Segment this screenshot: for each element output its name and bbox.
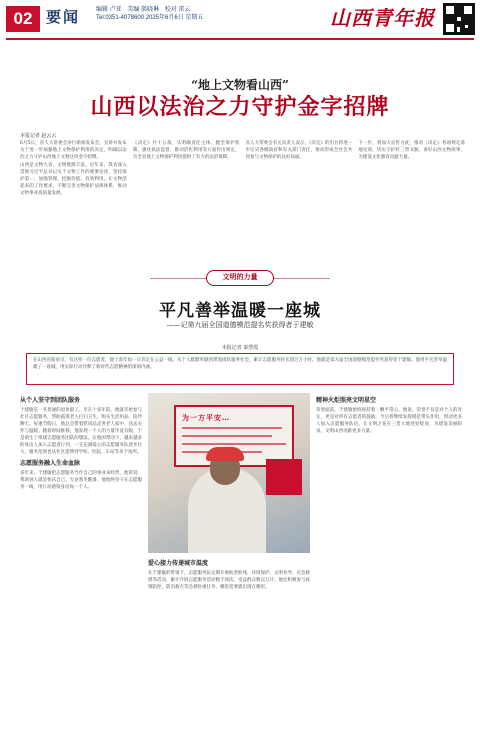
section-text: 多年来，于建敏把志愿服务当作自己的事业来经营，他常说：帮助别人就是快乐自己。无论寒冬酷暑，他始终坚守在志愿服务一线，用行动感染身边每一个人。 — [20, 471, 142, 490]
feature1-column — [20, 140, 127, 258]
feature2-intro-box: 在山西省阳泉市，有这样一位志愿者，他十余年如一日奔走在公益一线，从个人默默奉献到带领团队服务社会，累计志愿服务时长超过万小时。他就是第九届全国道德模范提名奖获得者于建敏。他用平凡善举温暖了一座城，用实际行动诠释了新时代志愿精神的深刻内涵。 — [26, 353, 454, 385]
header-meta — [96, 6, 266, 22]
masthead-logo: 山西青年报 — [330, 6, 435, 30]
text-column — [148, 556, 310, 738]
feature1-column — [246, 140, 353, 258]
contact-date-line: Tel:0351-4078600 2025年6月6日 星期五 — [96, 15, 204, 21]
feature2-reporter: 本报记者 秦慧霞 — [221, 345, 259, 351]
feature1-byline: 本报记者 赵云云 — [20, 133, 57, 139]
section-heading: 从个人坚守到团队服务 — [20, 398, 81, 404]
volunteer-photo — [148, 393, 310, 553]
feature1-body — [20, 140, 465, 258]
feature2-subtitle: ——记第九届全国道德模范提名奖获得者于建敏 — [166, 321, 314, 329]
feature2-middle-column — [148, 556, 310, 738]
paragraph: 6月5日，省人大常委会举行新闻发布会，宣讲并发布关于进一步加强地上文物保护利用的决定，明确以法治之力守护山西地上文物这块金字招牌。 — [20, 141, 127, 160]
flag-shape — [266, 459, 302, 495]
feature2-left-column — [20, 393, 142, 738]
feature1-kicker: “地上文物看山西” — [191, 78, 289, 92]
section-heading: 爱心接力传递城市温度 — [148, 561, 209, 567]
paragraph: 《决定》共十五条，从明确责任主体、健全保护机制、强化执法监督、推动活化利用等方面作出规定，为全省地上文物保护利用提供了有力的法治保障。 — [132, 141, 240, 160]
section-text: 在于建敏的带领下，志愿服务队定期开展助老助残、环境保护、文明劝导、应急救援等活动，累计开展志愿服务活动数千场次，受益群众数以万计。他还积极参与疫情防控、防汛救灾等急难险重任务，哪里需要就出现在哪里。 — [148, 571, 310, 590]
volunteer-hat — [206, 447, 244, 461]
section-name: 要闻 — [46, 8, 81, 26]
section-heading: 精神火炬照亮文明星空 — [316, 398, 377, 404]
section-text: 于建敏是一名普通的退休职工。早在十多年前，他就开始参与社区志愿服务，帮助孤寡老人打扫卫生、购买生活用品、陪伴聊天。每逢节假日，他总会带着慰问品走进老人家中，送去关怀与温暖。随着时间推移，他发现一个人的力量毕竟有限，于是萌生了组建志愿服务团队的想法。在他的带动下，越来越多的身边人加入志愿者行列，一支充满爱心的志愿服务队逐步壮大，服务范围也从社区延伸到学校、医院、车站等多个场所。 — [20, 408, 142, 455]
feature1-column — [358, 140, 465, 258]
section-heading: 志愿服务融入生命血脉 — [20, 461, 81, 467]
feature2-right-column — [316, 393, 462, 738]
paragraph: 省人大常委会有关负责人表示，《决定》的出台将进一步压实各级政府和有关部门责任，推动形成全社会共同参与文物保护的良好局面。 — [245, 141, 353, 160]
qr-code-icon — [443, 3, 475, 35]
section-text: 荣誉面前，于建敏始终保持着一颗平常心。他说，荣誉不仅是对个人的肯定，更是对所有志愿者的鼓励。今后将继续发挥模范带头作用，带动更多人加入志愿服务队伍，让文明之花在三晋大地处处绽放，为建设美丽阳泉、文明山西贡献更多力量。 — [316, 408, 462, 434]
designer-credit: 美编 郝晓琳 — [127, 7, 160, 13]
paragraph: 下一步，将加大宣传力度，推动《决定》各项规定落地见效，切实守护好三晋文脉，讲好山西文物故事，为建设文化强省贡献力量。 — [358, 141, 465, 160]
feature1-headline: 山西以法治之力守护金字招牌 — [90, 95, 390, 120]
band-label: 文明的力量 — [206, 270, 274, 286]
page-number: 02 — [6, 6, 40, 32]
page-header — [0, 0, 480, 44]
paragraph: 山西是文物大省，文物资源丰富。近年来，我省深入贯彻习近平总书记关于文物工作的重要论述，坚持保护第一、加强管理、挖掘价值、有效利用、让文物活起来的工作要求，不断完善文物保护法规体系，推动文物事业高质量发展。 — [20, 163, 127, 196]
editor-line — [96, 6, 266, 14]
feature2-headline: 平凡善举温暖一座城 — [159, 301, 321, 321]
photo-sign-text: 为一方平安… — [182, 414, 230, 422]
header-rule — [6, 38, 474, 40]
proofreader-credit: 校对 雷云 — [164, 7, 191, 13]
feature1-column — [133, 140, 240, 258]
editor-credit: 编辑 卢亚 — [96, 7, 122, 13]
